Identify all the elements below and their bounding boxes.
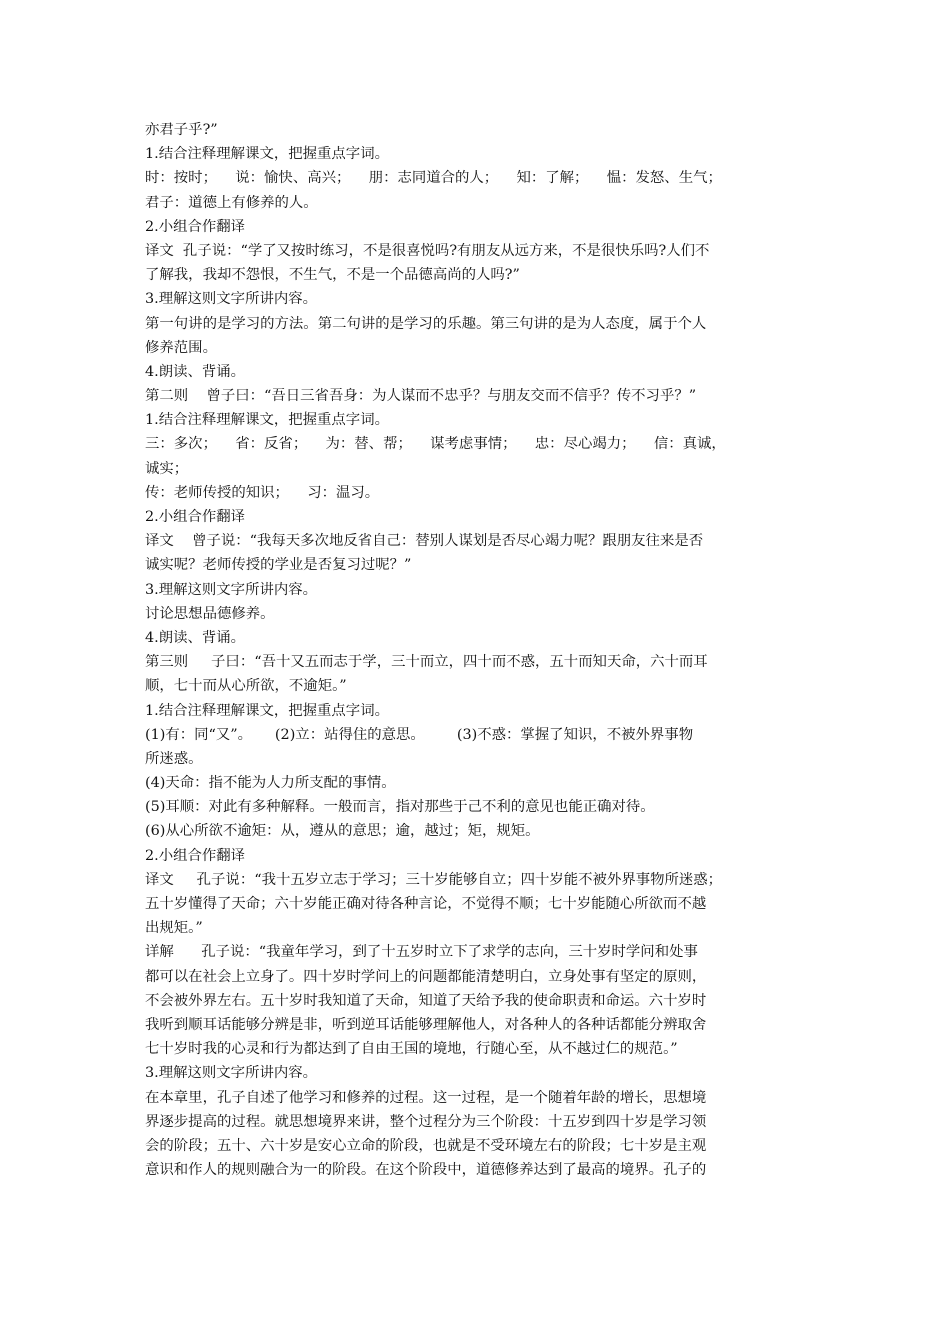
text-line: 我听到顺耳话能够分辨是非，听到逆耳话能够理解他人，对各种人的各种话都能分辨取舍 xyxy=(145,1016,707,1033)
text-line: 界逐步提高的过程。就思想境界来讲，整个过程分为三个阶段：十五岁到四十岁是学习领 xyxy=(145,1113,707,1130)
text-line: 都可以在社会上立身了。四十岁时学问上的问题都能清楚明白，立身处事有坚定的原则， xyxy=(145,968,707,985)
text-line: 1.结合注释理解课文，把握重点字词。 xyxy=(145,146,389,163)
text-line: 4.朗读、背诵。 xyxy=(145,629,246,646)
text-line: 译文 曾子说：“我每天多次地反省自己：替别人谋划是否尽心竭力呢？跟朋友往来是否 xyxy=(145,533,704,550)
text-line: (1)有：同“又”。 (2)立：站得住的意思。 (3)不惑：掌握了知识，不被外界事物 xyxy=(145,726,694,743)
text-line: 第三则 子曰：“吾十又五而志于学，三十而立，四十而不惑，五十而知天命，六十而耳 xyxy=(145,654,708,671)
text-line: 1.结合注释理解课文，把握重点字词。 xyxy=(145,702,389,719)
text-line: 诚实； xyxy=(145,460,189,477)
text-line: 在本章里，孔子自述了他学习和修养的过程。这一过程，是一个随着年龄的增长，思想境 xyxy=(145,1089,707,1106)
text-line: 意识和作人的规则融合为一的阶段。在这个阶段中，道德修养达到了最高的境界。孔子的 xyxy=(145,1162,707,1179)
text-line: 详解 孔子说：“我童年学习，到了十五岁时立下了求学的志向，三十岁时学问和处事 xyxy=(145,944,698,961)
text-line: 第二则 曾子曰：“吾日三省吾身：为人谋而不忠乎？与朋友交而不信乎？传不习乎？” xyxy=(145,388,697,405)
text-line: 时：按时； 说：愉快、高兴； 朋：志同道合的人； 知：了解； 愠：发怒、生气； xyxy=(145,170,722,187)
text-line: 译文 孔子说：“学了又按时练习，不是很喜悦吗?有朋友从远方来，不是很快乐吗?人们不 xyxy=(145,242,710,259)
text-line: 亦君子乎?” xyxy=(145,122,218,138)
text-line: (4)天命：指不能为人力所支配的事情。 xyxy=(145,775,396,792)
text-line: 3.理解这则文字所讲内容。 xyxy=(145,1065,318,1082)
text-line: 五十岁懂得了天命；六十岁能正确对待各种言论，不觉得不顺；七十岁能随心所欲而不越 xyxy=(145,896,707,912)
text-line: 出规矩。” xyxy=(145,920,203,937)
text-line: 修养范围。 xyxy=(145,339,217,356)
text-line: 了解我，我却不怨恨，不生气，不是一个品德高尚的人吗?” xyxy=(145,267,520,284)
text-line: 2.小组合作翻译 xyxy=(145,218,246,235)
text-line: 传：老师传授的知识； 习：温习。 xyxy=(145,484,380,501)
text-line: (5)耳顺：对此有多种解释。一般而言，指对那些于己不利的意见也能正确对待。 xyxy=(145,799,655,816)
text-line: 君子：道德上有修养的人。 xyxy=(145,194,318,211)
text-line: 译文 孔子说：“我十五岁立志于学习；三十岁能够自立；四十岁能不被外界事物所迷惑； xyxy=(145,871,723,888)
text-line: 不会被外界左右。五十岁时我知道了天命，知道了天给予我的使命职责和命运。六十岁时 xyxy=(145,992,707,1009)
text-line: 4.朗读、背诵。 xyxy=(145,363,246,380)
text-line: 诚实呢？老师传授的学业是否复习过呢？” xyxy=(145,557,412,574)
text-line: 会的阶段；五十、六十岁是安心立命的阶段，也就是不受环境左右的阶段；七十岁是主观 xyxy=(145,1137,707,1154)
text-line: 2.小组合作翻译 xyxy=(145,509,246,525)
document-page xyxy=(145,118,825,1182)
text-line: 1.结合注释理解课文，把握重点字词。 xyxy=(145,412,389,429)
text-line: 第一句讲的是学习的方法。第二句讲的是学习的乐趣。第三句讲的是为人态度，属于个人 xyxy=(145,315,707,332)
text-line: 3.理解这则文字所讲内容。 xyxy=(145,581,318,598)
text-line: 2.小组合作翻译 xyxy=(145,847,246,864)
text-line: 所迷惑。 xyxy=(145,750,203,767)
text-line: 顺，七十而从心所欲，不逾矩。” xyxy=(145,678,347,695)
text-line: (6)从心所欲不逾矩：从，遵从的意思；逾，越过；矩，规矩。 xyxy=(145,823,540,840)
text-line: 三：多次； 省：反省； 为：替、帮； 谋考虑事情； 忠：尽心竭力； 信：真诚， xyxy=(145,436,726,453)
text-line: 讨论思想品德修养。 xyxy=(145,605,275,622)
text-line: 3.理解这则文字所讲内容。 xyxy=(145,291,318,308)
text-line: 七十岁时我的心灵和行为都达到了自由王国的境地，行随心至，从不越过仁的规范。” xyxy=(145,1041,678,1058)
